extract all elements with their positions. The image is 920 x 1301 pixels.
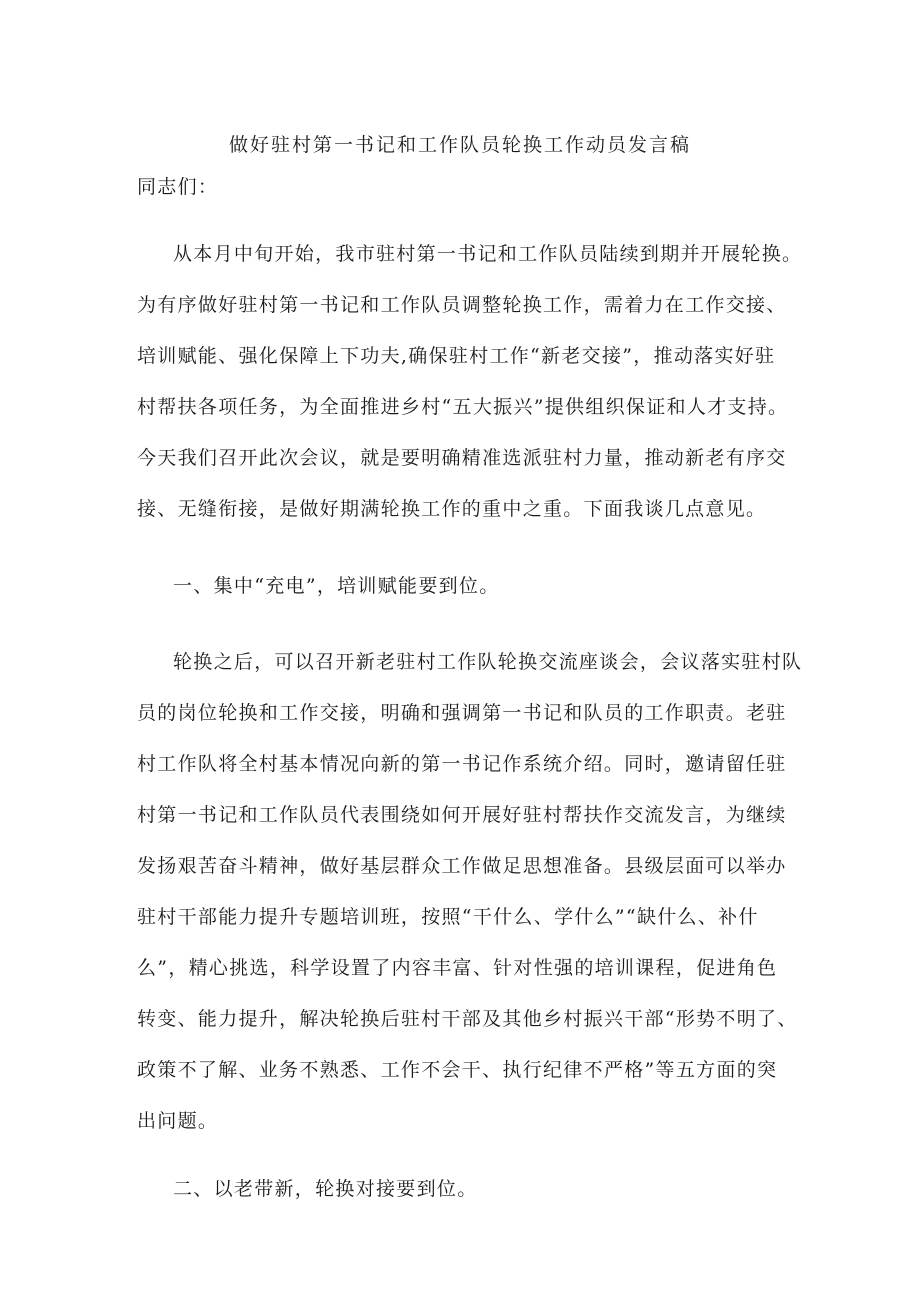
paragraph-2-line: 轮换之后，可以召开新老驻村工作队轮换交流座谈会，会议落实驻村队 [173,651,803,673]
paragraph-2-line: 转变、能力提升，解决轮换后驻村干部及其他乡村振兴干部“形势不明了、 [137,1008,798,1030]
salutation: 同志们： [137,176,219,198]
paragraph-2-line: 村工作队将全村基本情况向新的第一书记作系统介绍。同时，邀请留任驻 [137,753,787,775]
document-title: 做好驻村第一书记和工作队员轮换工作动员发言稿 [228,134,691,156]
paragraph-2-line: 么”，精心挑选，科学设置了内容丰富、针对性强的培训课程，促进角色 [137,957,778,979]
paragraph-2-line: 驻村干部能力提升专题培训班，按照“干什么、学什么”“缺什么、补什 [137,906,759,928]
paragraph-2-line: 出问题。 [137,1110,219,1132]
paragraph-1-line: 为有序做好驻村第一书记和工作队员调整轮换工作，需着力在工作交接、 [137,294,787,316]
paragraph-2-line: 发扬艰苦奋斗精神，做好基层群众工作做足思想准备。县级层面可以举办 [137,855,787,877]
section-heading-2: 二、以老带新，轮换对接要到位。 [173,1178,478,1200]
paragraph-1-line: 村帮扶各项任务，为全面推进乡村“五大振兴”提供组织保证和人才支持。 [137,396,789,418]
paragraph-2-line: 村第一书记和工作队员代表围绕如何开展好驻村帮扶作交流发言，为继续 [137,804,787,826]
paragraph-2-line: 员的岗位轮换和工作交接，明确和强调第一书记和队员的工作职责。老驻 [137,702,787,724]
paragraph-1-line: 从本月中旬开始，我市驻村第一书记和工作队员陆续到期并开展轮换。 [173,243,803,265]
paragraph-1-line: 接、无缝衔接，是做好期满轮换工作的重中之重。下面我谈几点意见。 [137,498,767,520]
paragraph-2-line: 政策不了解、业务不熟悉、工作不会干、执行纪律不严格”等五方面的突 [137,1059,778,1081]
paragraph-1-line: 今天我们召开此次会议，就是要明确精准选派驻村力量，推动新老有序交 [137,447,787,469]
section-heading-1: 一、集中“充电”，培训赋能要到位。 [173,575,500,597]
paragraph-1-line: 培训赋能、强化保障上下功夫,确保驻村工作“新老交接”，推动落实好驻 [137,345,776,367]
